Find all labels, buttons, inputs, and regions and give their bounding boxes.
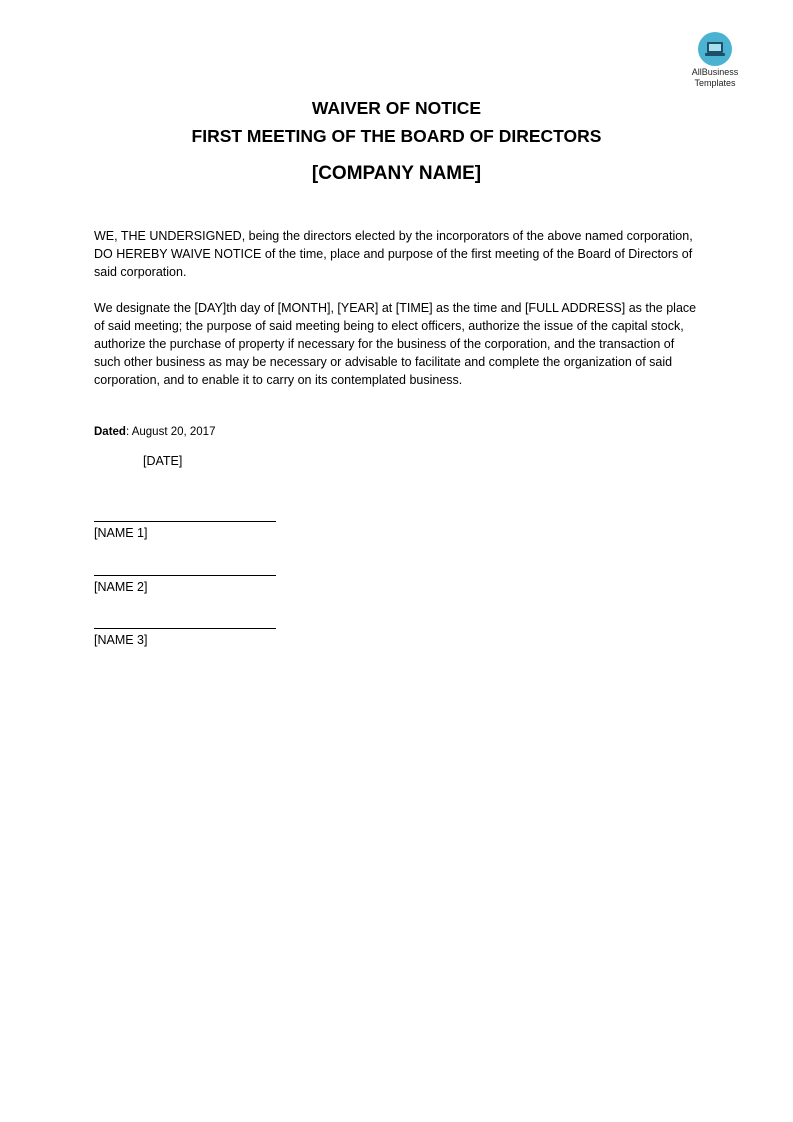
- signature-name: [NAME 2]: [94, 580, 148, 594]
- dated-label: Dated: [94, 426, 126, 438]
- logo-text-line1: AllBusiness: [691, 67, 739, 77]
- company-name: [COMPANY NAME]: [311, 163, 482, 184]
- dated-line: [94, 424, 215, 440]
- date-placeholder: [DATE]: [143, 454, 183, 468]
- laptop-icon: [704, 40, 726, 58]
- dated-value: : August 20, 2017: [125, 426, 216, 438]
- signature-line: [94, 575, 276, 576]
- signature-line: [94, 628, 276, 629]
- logo-badge: [698, 32, 732, 66]
- signature-line: [94, 521, 276, 522]
- allbusiness-templates-logo: [684, 32, 746, 88]
- signature-name: [NAME 1]: [94, 526, 148, 540]
- waiver-paragraph: WE, THE UNDERSIGNED, being the directors elected by the incorporators of the above named corporation, DO HEREBY WAIVE NOTICE of the time, place and purpose of the first meeting of the Board of Directors of said corporation.: [94, 229, 693, 279]
- logo-text-line2: Templates: [694, 78, 736, 88]
- document-title: WAIVER OF NOTICE: [311, 98, 482, 118]
- designation-paragraph: We designate the [DAY]th day of [MONTH], [YEAR] at [TIME] as the time and [FULL ADDRESS] as the place of said meeting; the purpose of said meeting being to elect officers, authorize the issue of the capital stock, authorize the purchase of property if necessary for the business of the corporation, and the transaction of such other business as may be necessary or advisable to facilitate and complete the organization of said corporation, and to enable it to carry on its contemplated business.: [94, 301, 697, 387]
- signature-name: [NAME 3]: [94, 633, 148, 647]
- document-subtitle: FIRST MEETING OF THE BOARD OF DIRECTORS: [191, 126, 602, 146]
